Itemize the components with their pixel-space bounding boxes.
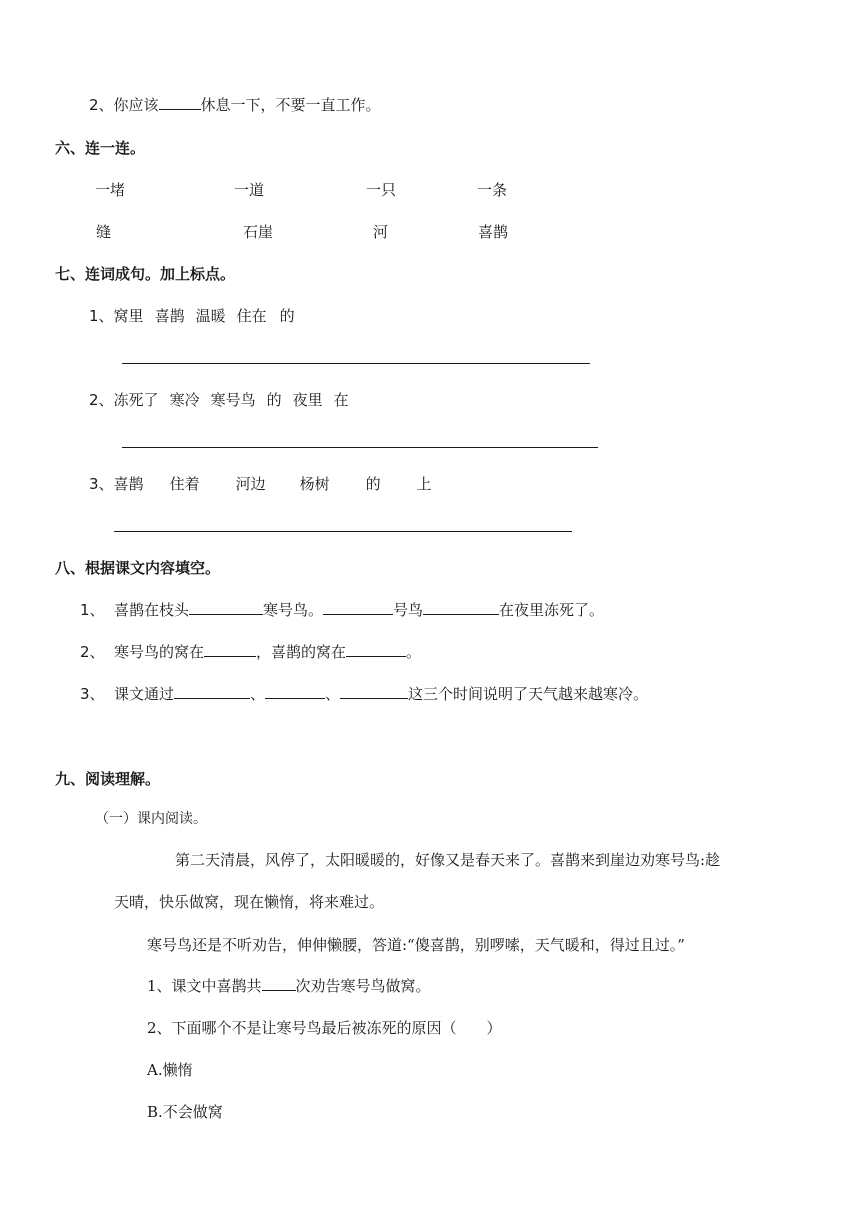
match-top-1: 一堵: [95, 181, 126, 199]
sentence-item-3: 3、喜鹊 住着 河边 杨树 的 上: [89, 475, 432, 493]
answer-line-2[interactable]: [122, 447, 598, 448]
fill-item-8-3: 3、 课文通过 、 、 这三个时间说明了天气越来越寒冷。: [80, 685, 649, 703]
match-bottom-4: 喜鹊: [478, 223, 509, 241]
sentence-item-2: 2、冻死了 寒冷 寒号鸟 的 夜里 在: [89, 391, 349, 409]
answer-blank[interactable]: [265, 684, 325, 699]
fill-item-8-1: 1、 喜鹊在枝头 寒号鸟。 号鸟 在夜里冻死了。: [80, 601, 605, 619]
option-b[interactable]: B.不会做窝: [147, 1103, 223, 1121]
section-6-title: 六、连一连。: [55, 139, 146, 157]
section-7-title: 七、连词成句。加上标点。: [55, 265, 236, 283]
answer-blank[interactable]: [159, 95, 201, 110]
fill-item-5-2: 2、你应该 休息一下，不要一直工作。: [89, 96, 381, 114]
section-8-title: 八、根据课文内容填空。: [55, 559, 221, 577]
fill-item-8-2: 2、 寒号鸟的窝在 ，喜鹊的窝在 。: [80, 643, 422, 661]
match-bottom-1: 缝: [96, 223, 112, 241]
answer-blank[interactable]: [423, 600, 499, 615]
question-1: 1、课文中喜鹊共 次劝告寒号鸟做窝。: [147, 977, 431, 995]
answer-line-3[interactable]: [114, 531, 572, 532]
sentence-item-1: 1、窝里 喜鹊 温暖 住在 的: [89, 307, 295, 325]
match-bottom-2: 石崖: [243, 223, 274, 241]
answer-blank[interactable]: [340, 684, 408, 699]
option-a[interactable]: A.懒惰: [147, 1061, 193, 1079]
passage-line-2: 天晴，快乐做窝，现在懒惰，将来难过。: [114, 893, 385, 911]
match-top-3: 一只: [366, 181, 397, 199]
answer-blank[interactable]: [189, 600, 263, 615]
answer-blank[interactable]: [174, 684, 250, 699]
match-bottom-3: 河: [373, 223, 389, 241]
answer-blank[interactable]: [204, 642, 256, 657]
answer-blank[interactable]: [346, 642, 406, 657]
answer-blank[interactable]: [323, 600, 393, 615]
answer-blank[interactable]: [262, 976, 296, 991]
subsection-title: （一）课内阅读。: [95, 811, 207, 827]
match-top-2: 一道: [234, 181, 265, 199]
question-2: 2、下面哪个不是让寒号鸟最后被冻死的原因（ ）: [147, 1019, 502, 1037]
section-9-title: 九、阅读理解。: [55, 770, 161, 788]
answer-line-1[interactable]: [122, 363, 590, 364]
passage-line-1: 第二天清晨，风停了，太阳暖暖的，好像又是春天来了。喜鹊来到崖边劝寒号鸟:趁: [175, 851, 721, 869]
match-top-4: 一条: [477, 181, 508, 199]
passage-line-3: 寒号鸟还是不听劝告，伸伸懒腰，答道:“傻喜鹊，别啰嗦，天气暖和，得过且过。”: [147, 936, 685, 954]
